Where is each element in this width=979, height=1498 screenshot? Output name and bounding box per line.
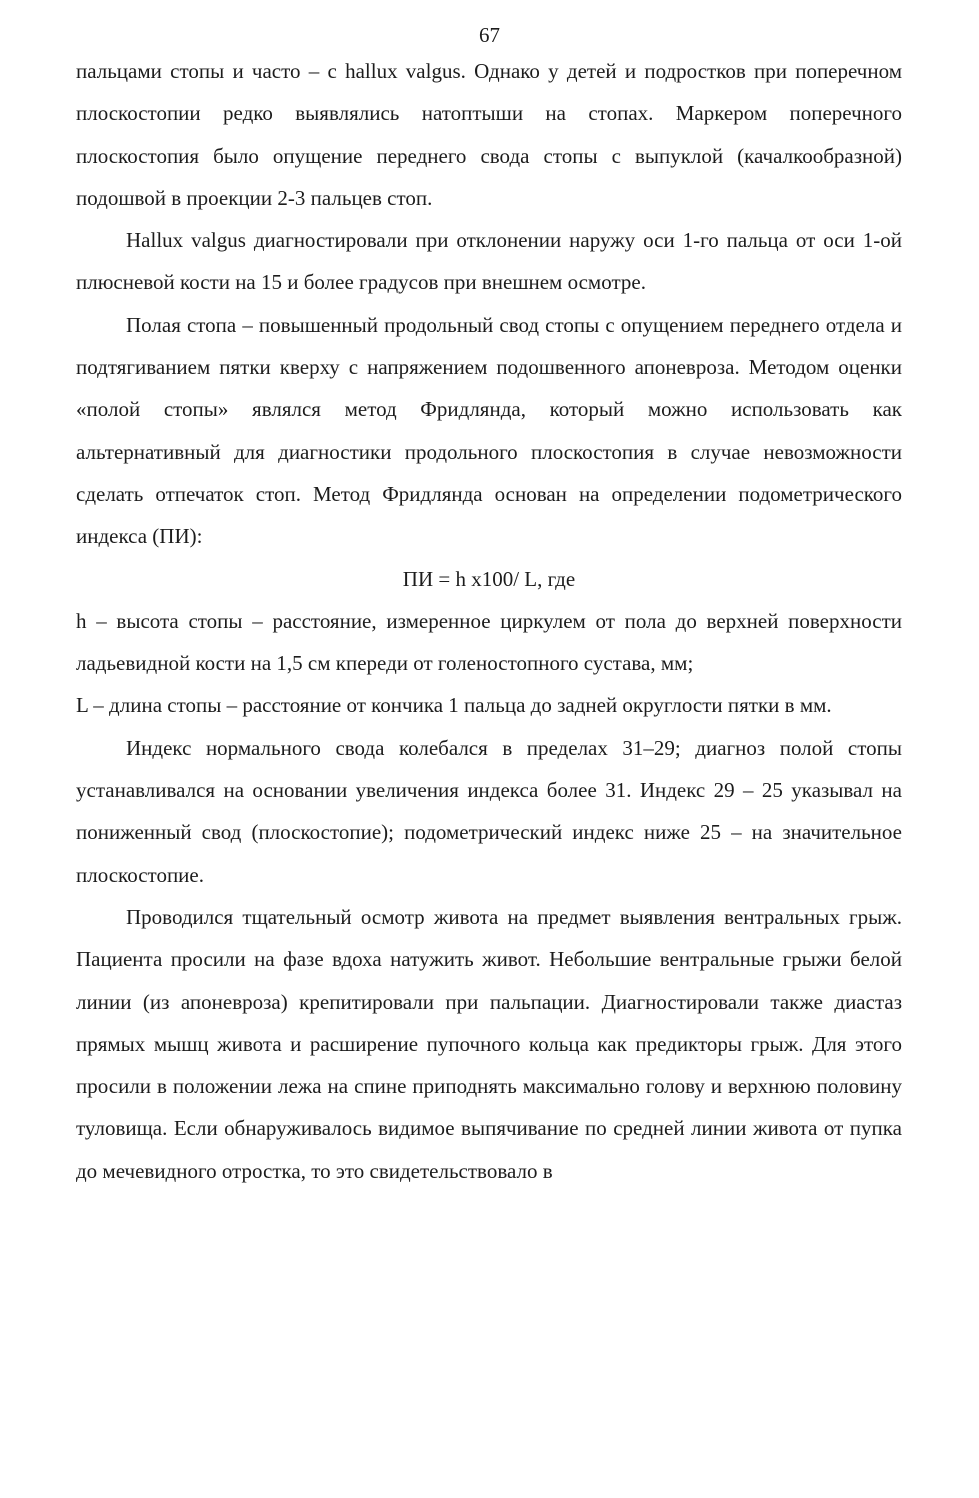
paragraph-continuation: пальцами стопы и часто – с hallux valgus. Однако у детей и подростков при поперечном плоскостопии редко выявлялись натоптыши на стопах. Маркером поперечного плоскостопия было опущение переднего свода стопы с выпуклой (качалкообразной) подошвой в проекции 2-3 пальцев стоп. bbox=[76, 59, 902, 210]
paragraph-hollow-foot: Полая стопа – повышенный продольный свод стопы с опущением переднего отдела и подтягиванием пятки кверху с напряжением подошвенного апоневроза. Методом оценки «полой стопы» являлся метод Фридлянда, который можно использовать как альтернативный для диагностики продольного плоскостопия в случае невозможности сделать отпечаток стоп. Метод Фридлянда основан на определении подометрического индекса (ПИ): bbox=[76, 312, 902, 549]
definition-h: h – высота стопы – расстояние, измеренное циркулем от пола до верхней поверхности ладьевидной кости на 1,5 см кпереди от голеностопного сустава, мм; bbox=[76, 608, 902, 676]
body-text bbox=[76, 50, 902, 1192]
formula-podometric-index: ПИ = h x100/ L, где bbox=[402, 566, 576, 591]
paragraph-index-values: Индекс нормального свода колебался в пределах 31–29; диагноз полой стопы устанавливался на основании увеличения индекса более 31. Индекс 29 – 25 указывал на пониженный свод (плоскостопие); подометрический индекс ниже 25 – на значительное плоскостопие. bbox=[76, 735, 902, 887]
definition-l: L – длина стопы – расстояние от кончика 1 пальца до задней округлости пятки в мм. bbox=[76, 693, 832, 718]
page-number: 67 bbox=[479, 23, 500, 47]
paragraph-hallux-valgus: Hallux valgus диагностировали при отклонении наружу оси 1-го пальца от оси 1-ой плюсневой кости на 15 и более градусов при внешнем осмотре. bbox=[76, 228, 902, 295]
paragraph-hernia-exam: Проводился тщательный осмотр живота на предмет выявления вентральных грыж. Пациента просили на фазе вдоха натужить живот. Небольшие вентральные грыжи белой линии (из апоневроза) крепитировали при пальпации. Диагностировали также диастаз прямых мышц живота и расширение пупочного кольца как предикторы грыж. Для этого просили в положении лежа на спине приподнять максимально голову и верхнюю половину туловища. Если обнаруживалось видимое выпячивание по средней линии живота от пупка до мечевидного отростка, то это свидетельствовало в bbox=[76, 904, 902, 1183]
